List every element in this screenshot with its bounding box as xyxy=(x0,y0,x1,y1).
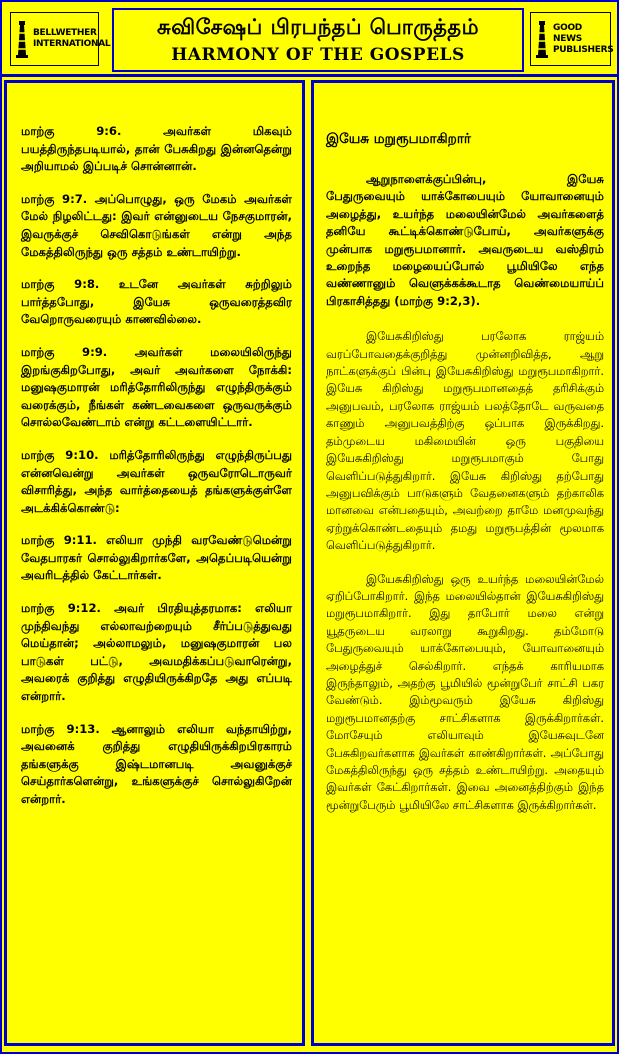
verse-paragraph: மாற்கு 9:6. அவர்கள் மிகவும் பயத்திருந்தபடியால், தான் பேசுகிறது இன்னதென்று அறியாமல் இப்படிச் சொன்னான். xyxy=(21,124,292,174)
verse-paragraph: மாற்கு 9:10. மரித்தோரிலிருந்து எழுந்திருப்பது என்னவென்று அவர்கள் ஒருவரோடொருவர் விசாரித்து, அந்த வார்த்தையைத் தங்களுக்குள்ளே அடக்கிக்கொண்டு: xyxy=(21,447,292,515)
good-news-logo-text: GOOD NEWS PUBLISHERS xyxy=(553,22,614,55)
bellwether-logo-text: BELLWETHER INTERNATIONAL xyxy=(33,28,111,49)
commentary-paragraph: இயேசுகிறிஸ்து ஒரு உயர்ந்த மலையின்மேல் ஏறிப்போகிறார். இந்த மலையில்தான் இயேசுகிறிஸ்து மறுரூபமாகிறார். இது தாபோர் மலை என்று யூதருடைய வரலாறு கூறுகிறது. தம்மோடு பேதுருவையும் யாக்கோபையும், யோவானையும் அழைத்துச் செல்கிறார். எந்தக் காரியமாக இருந்தாலும், அதற்கு பூமியில் மூன்றுபேர் சாட்சி பகர வேண்டும். இம்மூவரும் இயேசு கிறிஸ்து மறுரூபமானதற்கு சாட்சிகளாக இருக்கிறார்கள். மோசேயும் எலியாவும் இயேசுவுடனே பேசுகிறவர்களாக இவர்கள் காண்கிறார்கள். அப்போது மேகத்திலிருந்து ஒரு சத்தம் உண்டாயிற்று. அதையும் இவர்கள் கேட்கிறார்கள். இவை அனைத்திற்கும் இந்த மூன்றுபேரும் பூமியிலே சாட்சிகளாக இருக்கிறார்கள். xyxy=(326,571,604,812)
title-english: HARMONY OF THE GOSPELS xyxy=(171,45,465,65)
verse-paragraph: மாற்கு 9:7. அப்பொழுது, ஒரு மேகம் அவர்கள் மேல் நிழலிட்டது: இவர் என்னுடைய நேசகுமாரன், இவருக்குச் செவிகொடுங்கள் என்று அந்த மேகத்திலிருந்து ஒரு சத்தம் உண்டாயிற்று. xyxy=(21,191,292,259)
section-title: இயேசு மறுரூபமாகிறார் xyxy=(326,131,471,147)
page-header xyxy=(2,2,617,77)
verse-paragraph: மாற்கு 9:12. அவர் பிரதியுத்தரமாக: எலியா முந்திவந்து எல்லாவற்றையும் சீர்ப்படுத்துவது மெய்தான்; அல்லாமலும், மனுஷகுமாரன் பல பாடுகள் பட்டு, அவமதிக்கப்படுவாரென்று, அவரைக் குறித்து எழுதியிருக்கிறதே அது எப்படி என்றார். xyxy=(21,601,292,704)
commentary-paragraph: இயேசுகிறிஸ்து பரலோக ராஜ்யம் வரப்போவதைக்குறித்து முன்னறிவித்த, ஆறு நாட்களுக்குப் பின்பு இயேசுகிறிஸ்து மறுரூபமாகிறார். இயேசு கிறிஸ்து மறுரூபமானதைத் தரிசிக்கும் அனுபவம், பரலோக ராஜ்யம் பலத்தோடே வருவதை காணும் அனுபவத்திற்கு ஒப்பாக இருக்கிறது. தம்முடைய மகிமையின் ஒரு பகுதியை இயேசுகிறிஸ்து மறுரூபமாகும் போது வெளிப்படுத்துகிறார். இயேசு கிறிஸ்து தற்போது அனுபவிக்கும் பாடுகளும் வேதனைகளும் தற்காலிக மானவை என்பதையும், அவற்றை தாமே மனமுவந்து ஏற்றுக்கொண்டதையும் தமது மறுரூபத்தின் மூலமாக வெளிப்படுத்துகிறார். xyxy=(326,329,604,553)
verse-paragraph: மாற்கு 9:11. எலியா முந்தி வரவேண்டுமென்று வேதபாரகர் சொல்லுகிறார்களே, அதெப்படியென்று அவரிடத்தில் கேட்டார்கள். xyxy=(21,533,292,583)
lighthouse-icon xyxy=(534,19,550,59)
left-column xyxy=(4,80,305,1046)
verse-paragraph: மாற்கு 9:13. ஆனாலும் எலியா வந்தாயிற்று, அவனைக் குறித்து எழுதியிருக்கிறபிரகாரம் தங்களுக்கு இஷ்டமானபடி அவனுக்குச் செய்தார்களென்று, உங்களுக்குச் சொல்லுகிறேன் என்றார். xyxy=(21,721,292,806)
lighthouse-icon xyxy=(14,19,30,59)
title-box xyxy=(112,8,524,72)
bellwether-logo xyxy=(10,10,111,68)
good-news-logo xyxy=(530,10,614,68)
verse-paragraph: மாற்கு 9:8. உடனே அவர்கள் சுற்றிலும் பார்த்தபோது, இயேசு ஒருவரைத்தவிர வேறொருவரையும் காணவில்லை. xyxy=(21,277,292,327)
right-column xyxy=(311,80,615,1046)
scripture-intro: ஆறுநாளைக்குப்பின்பு, இயேசு பேதுருவையும் யாக்கோபையும் யோவானையும் அழைத்து, உயர்ந்த மலையின்மேல் அவர்களைத் தனியே கூட்டிக்கொண்டுபோய், அவர்களுக்கு முன்பாக மறுரூபமானார். அவருடைய வஸ்திரம் உறைந்த மழையைப்போல் பூமியிலே எந்த வண்ணானும் வெளுக்கக்கூடாத வெண்மையாய்ப் பிரகாசித்தது (மாற்கு 9:2,3). xyxy=(326,172,604,308)
verse-paragraph: மாற்கு 9:9. அவர்கள் மலையிலிருந்து இறங்குகிறபோது, அவர் அவர்களை நோக்கி: மனுஷகுமாரன் மரித்தோரிலிருந்து எழுந்திருக்கும் வரைக்கும், நீங்கள் கண்டவைகளை ஒருவருக்கும் சொல்லவேண்டாம் என்று கட்டளையிட்டார். xyxy=(21,344,292,430)
title-tamil: சுவிசேஷப் பிரபந்தப் பொருத்தம் xyxy=(157,14,479,39)
